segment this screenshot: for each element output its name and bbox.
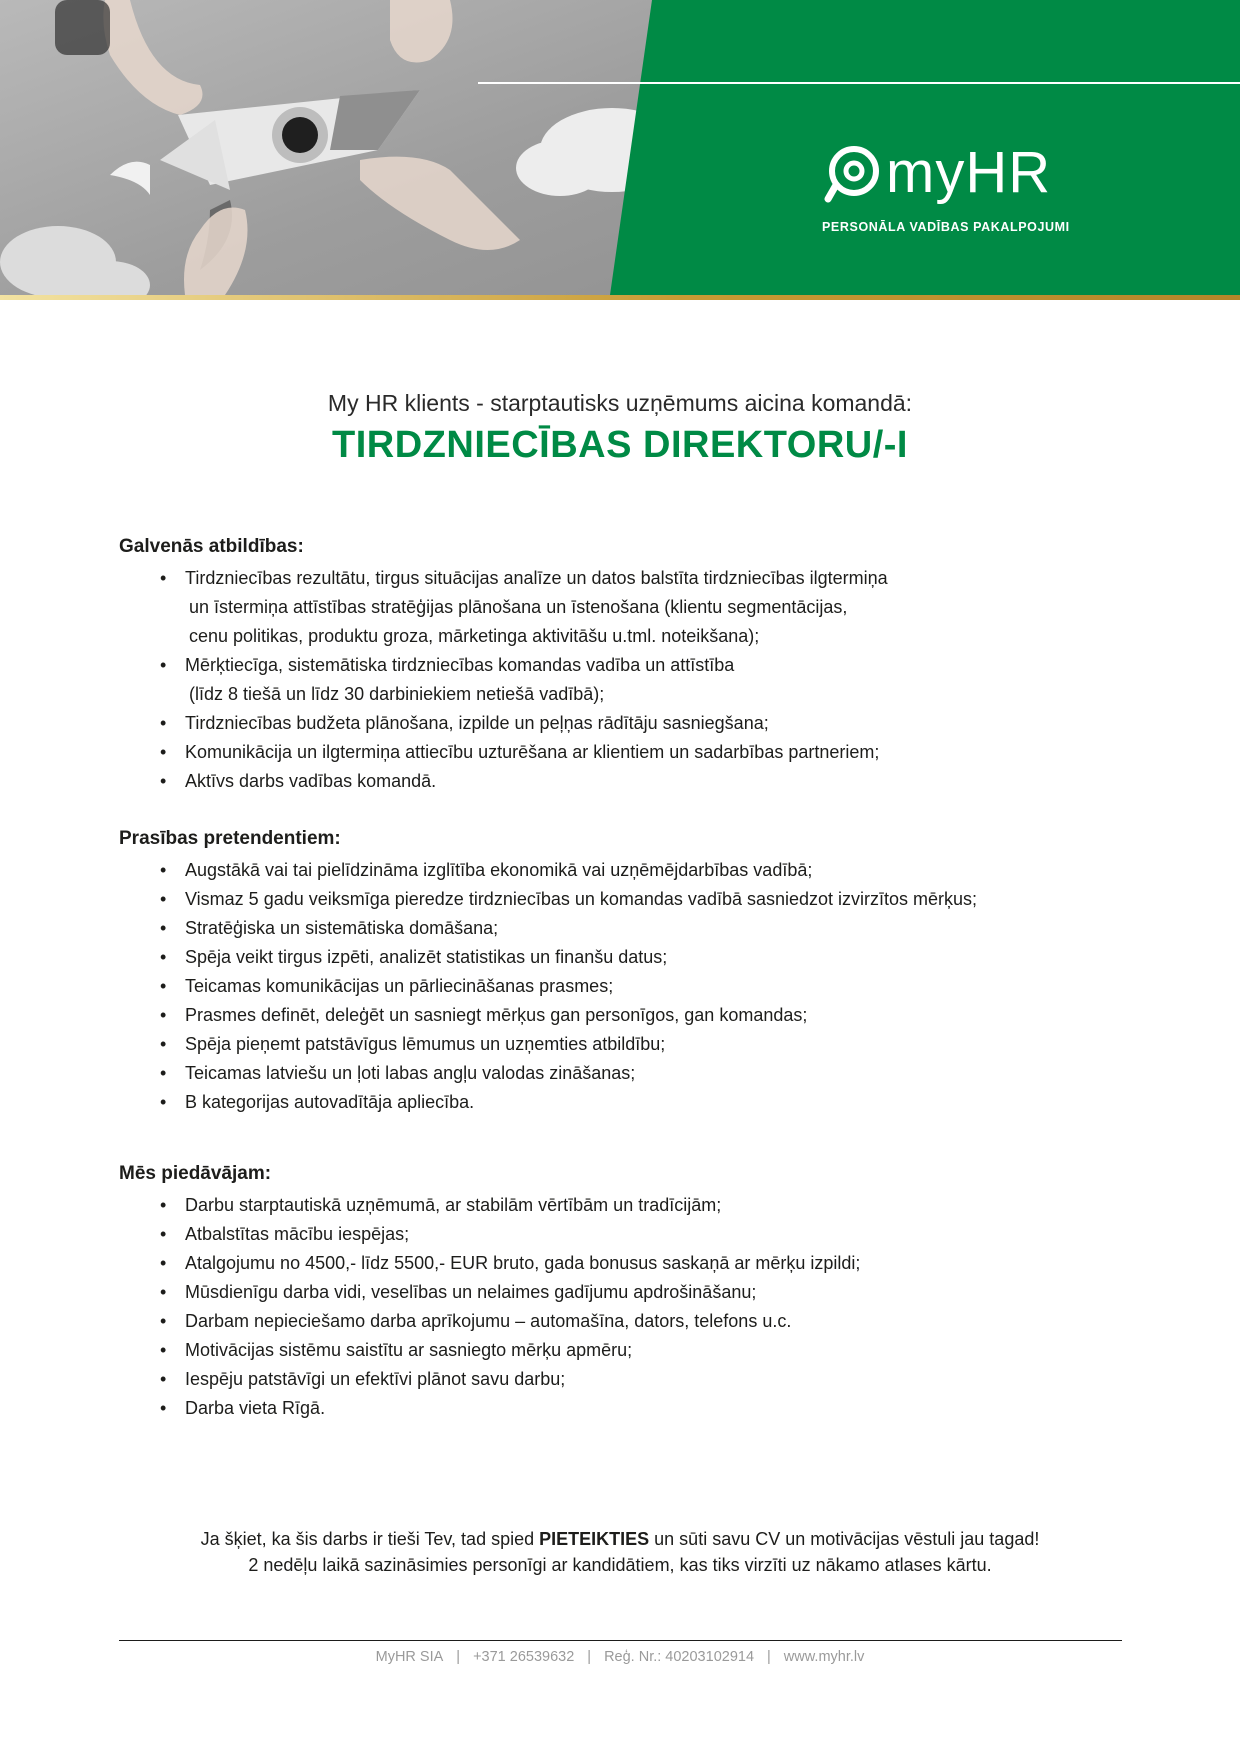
footer-divider bbox=[119, 1640, 1122, 1641]
bullet-icon: • bbox=[160, 1311, 167, 1331]
list-item-text: Atbalstītas mācību iespējas; bbox=[185, 1224, 410, 1244]
footer-phone[interactable]: +371 26539632 bbox=[473, 1649, 575, 1665]
list-item bbox=[119, 1394, 1119, 1423]
footer-separator: | bbox=[767, 1649, 771, 1665]
offer-section bbox=[119, 1157, 1119, 1423]
bullet-icon: • bbox=[160, 1253, 167, 1273]
bullet-icon: • bbox=[160, 1005, 167, 1025]
cta-line-2: 2 nedēļu laikā sazināsimies personīgi ar kandidātiem, kas tiks virzīti uz nākamo atlases kārtu. bbox=[248, 1555, 992, 1575]
list-item bbox=[119, 1365, 1119, 1394]
cta-text: Ja šķiet, ka šis darbs ir tieši Tev, tad spied bbox=[200, 1529, 540, 1549]
list-item-text: Stratēģiska un sistemātiska domāšana; bbox=[185, 918, 499, 938]
footer-separator: | bbox=[456, 1649, 461, 1665]
job-title: TIRDZNIECĪBAS DIREKTORU/-I bbox=[332, 424, 908, 466]
logo-wordmark: myHR bbox=[886, 140, 1052, 205]
intro-text: My HR klients - starptautisks uzņēmums aicina komandā: bbox=[327, 390, 913, 416]
list-item-text: Spēja veikt tirgus izpēti, analizēt statistikas un finanšu datus; bbox=[185, 947, 668, 967]
list-item bbox=[119, 767, 1119, 796]
list-item-text: (līdz 8 tiešā un līdz 30 darbiniekiem netiešā vadībā); bbox=[189, 684, 605, 704]
list-item-text: Teicamas komunikācijas un pārliecināšanas prasmes; bbox=[185, 976, 614, 996]
bullet-list bbox=[119, 1191, 1119, 1423]
bullet-icon: • bbox=[160, 771, 167, 791]
cta-text: un sūti savu CV un motivācijas vēstuli jau tagad! bbox=[649, 1529, 1040, 1549]
footer-company: MyHR SIA bbox=[375, 1649, 444, 1665]
list-item bbox=[119, 972, 1119, 1001]
bullet-icon: • bbox=[160, 1195, 167, 1215]
list-item-text: Tirdzniecības budžeta plānošana, izpilde un peļņas rādītāju sasniegšana; bbox=[185, 713, 769, 733]
list-item-text: Vismaz 5 gadu veiksmīga pieredze tirdzniecības un komandas vadībā sasniedzot izvirzītos mērķus; bbox=[185, 889, 978, 909]
bullet-icon: • bbox=[160, 1340, 167, 1360]
list-item-text: Spēja pieņemt patstāvīgus lēmumus un uzņemties atbildību; bbox=[185, 1034, 666, 1054]
bullet-icon: • bbox=[160, 1369, 167, 1389]
footer-registration: Reģ. Nr.: 40203102914 bbox=[604, 1649, 755, 1665]
list-item-text: Tirdzniecības rezultātu, tirgus situācijas analīze un datos balstīta tirdzniecības ilgtermiņa bbox=[185, 568, 888, 588]
list-item bbox=[119, 1336, 1119, 1365]
section-heading: Mēs piedāvājam: bbox=[119, 1163, 272, 1184]
footer bbox=[0, 1649, 1240, 1665]
list-item bbox=[119, 1278, 1119, 1307]
list-item-text: un īstermiņa attīstības stratēģijas plānošana un īstenošana (klientu segmentācijas, bbox=[189, 597, 848, 617]
section-heading: Galvenās atbildības: bbox=[119, 536, 304, 557]
list-item bbox=[119, 943, 1119, 972]
myhr-logo bbox=[822, 140, 1052, 205]
bullet-icon: • bbox=[160, 655, 167, 675]
list-item bbox=[119, 1088, 1119, 1117]
list-item-text: Mērķtiecīga, sistemātiska tirdzniecības komandas vadība un attīstība bbox=[185, 655, 735, 675]
apply-keyword: PIETEIKTIES bbox=[539, 1529, 650, 1549]
list-item-text: Augstākā vai tai pielīdzināma izglītība ekonomikā vai uzņēmējdarbības vadībā; bbox=[185, 860, 813, 880]
list-item-text: Komunikācija un ilgtermiņa attiecību uzturēšana ar klientiem un sadarbības partneriem; bbox=[185, 742, 880, 762]
footer-website-link[interactable]: www.myhr.lv bbox=[783, 1649, 865, 1665]
bullet-icon: • bbox=[160, 742, 167, 762]
bullet-icon: • bbox=[160, 1224, 167, 1244]
brand-divider bbox=[478, 82, 1240, 84]
list-item bbox=[119, 885, 1119, 914]
list-item bbox=[119, 1191, 1119, 1220]
gold-divider bbox=[0, 295, 1240, 300]
bullet-icon: • bbox=[160, 860, 167, 880]
list-item-text: Darbu starptautiskā uzņēmumā, ar stabilām vērtībām un tradīcijām; bbox=[185, 1195, 722, 1215]
list-item-text: B kategorijas autovadītāja apliecība. bbox=[185, 1092, 475, 1112]
bullet-icon: • bbox=[160, 713, 167, 733]
cta-line-1 bbox=[0, 1526, 1240, 1552]
section-heading: Prasības pretendentiem: bbox=[119, 828, 341, 849]
list-item-text: Atalgojumu no 4500,- līdz 5500,- EUR bruto, gada bonusus saskaņā ar mērķu izpildi; bbox=[185, 1253, 861, 1273]
list-item bbox=[119, 738, 1119, 767]
bullet-icon: • bbox=[160, 976, 167, 996]
bullet-icon: • bbox=[160, 1092, 167, 1112]
bullet-icon: • bbox=[160, 918, 167, 938]
list-item bbox=[119, 1220, 1119, 1249]
list-item-text: Darba vieta Rīgā. bbox=[185, 1398, 326, 1418]
bullet-icon: • bbox=[160, 1063, 167, 1083]
requirements-section bbox=[119, 822, 1119, 1117]
logo-pin-icon bbox=[822, 143, 882, 203]
footer-separator: | bbox=[587, 1649, 592, 1665]
bullet-icon: • bbox=[160, 947, 167, 967]
bullet-icon: • bbox=[160, 1282, 167, 1302]
list-item bbox=[119, 1307, 1119, 1336]
list-item-text: Aktīvs darbs vadības komandā. bbox=[185, 771, 437, 791]
list-item bbox=[119, 709, 1119, 738]
bullet-icon: • bbox=[160, 889, 167, 909]
list-item-text: Motivācijas sistēmu saistītu ar sasniegto mērķu apmēru; bbox=[185, 1340, 633, 1360]
list-item-text: Darbam nepieciešamo darba aprīkojumu – automašīna, dators, telefons u.c. bbox=[185, 1311, 792, 1331]
list-item bbox=[119, 1001, 1119, 1030]
list-item bbox=[119, 1059, 1119, 1088]
list-item bbox=[119, 651, 1119, 709]
list-item bbox=[119, 914, 1119, 943]
bullet-icon: • bbox=[160, 1034, 167, 1054]
list-item-text: Mūsdienīgu darba vidi, veselības un nelaimes gadījumu apdrošināšanu; bbox=[185, 1282, 757, 1302]
logo-tagline: PERSONĀLA VADĪBAS PAKALPOJUMI bbox=[822, 220, 1070, 234]
bullet-list bbox=[119, 564, 1119, 796]
list-item-text: Teicamas latviešu un ļoti labas angļu valodas zināšanas; bbox=[185, 1063, 636, 1083]
list-item bbox=[119, 1030, 1119, 1059]
list-item-text: cenu politikas, produktu groza, mārketinga aktivitāšu u.tml. noteikšana); bbox=[189, 626, 760, 646]
list-item-text: Prasmes definēt, deleģēt un sasniegt mērķus gan personīgos, gan komandas; bbox=[185, 1005, 808, 1025]
rocket-teamwork-illustration bbox=[0, 0, 700, 295]
call-to-action bbox=[0, 1526, 1240, 1578]
bullet-icon: • bbox=[160, 568, 167, 588]
responsibilities-section bbox=[119, 530, 1119, 796]
list-item-text: Iespēju patstāvīgi un efektīvi plānot savu darbu; bbox=[185, 1369, 566, 1389]
bullet-icon: • bbox=[160, 1398, 167, 1418]
list-item bbox=[119, 856, 1119, 885]
list-item bbox=[119, 564, 1119, 651]
bullet-list bbox=[119, 856, 1119, 1117]
header-banner bbox=[0, 0, 1240, 295]
list-item bbox=[119, 1249, 1119, 1278]
